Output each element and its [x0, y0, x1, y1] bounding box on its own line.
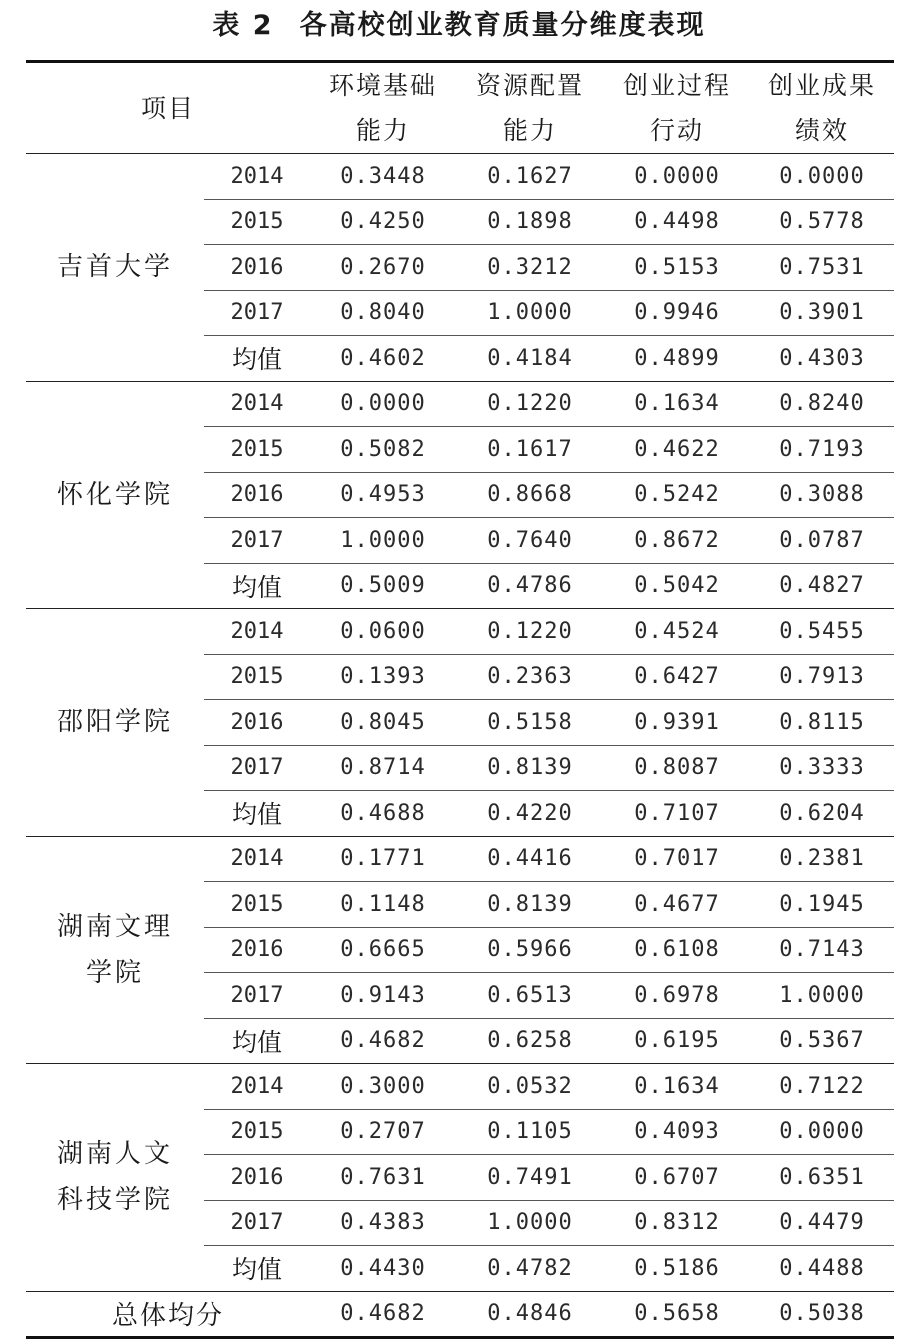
- value-cell: 1.0000: [456, 290, 604, 336]
- value-cell: 0.4479: [750, 1200, 894, 1246]
- value-cell: 0.2363: [456, 654, 604, 700]
- header-col-resource: [456, 62, 604, 154]
- value-cell: 0.4498: [604, 199, 750, 245]
- total-value: 0.4846: [456, 1291, 604, 1338]
- header-col-line: 创业成果: [768, 71, 877, 100]
- value-cell: 0.1220: [456, 381, 604, 427]
- value-cell: 0.3088: [750, 472, 894, 518]
- value-cell: 0.8045: [310, 700, 456, 746]
- year-cell: 2014: [204, 154, 310, 200]
- header-col-line: 资源配置: [476, 71, 585, 100]
- value-cell: 0.4682: [310, 1018, 456, 1064]
- value-cell: 0.7143: [750, 927, 894, 973]
- university-name-line: 湖南人文: [56, 1139, 173, 1170]
- value-cell: 0.0000: [310, 381, 456, 427]
- table-title: [0, 4, 918, 48]
- value-cell: 0.7631: [310, 1155, 456, 1201]
- value-cell: 0.6204: [750, 791, 894, 837]
- year-cell: 2016: [204, 1155, 310, 1201]
- value-cell: 0.6513: [456, 973, 604, 1019]
- value-cell: 0.4677: [604, 882, 750, 928]
- value-cell: 0.5042: [604, 563, 750, 609]
- value-cell: 0.8139: [456, 745, 604, 791]
- value-cell: 0.7122: [750, 1064, 894, 1110]
- header-row: [26, 62, 894, 154]
- value-cell: 0.1898: [456, 199, 604, 245]
- value-cell: 0.0532: [456, 1064, 604, 1110]
- table-number: 表 2: [212, 10, 274, 41]
- value-cell: 0.1617: [456, 427, 604, 473]
- value-cell: 0.1627: [456, 154, 604, 200]
- university-name: [26, 1064, 204, 1292]
- value-cell: 0.3333: [750, 745, 894, 791]
- mean-label: 均值: [204, 1246, 310, 1292]
- value-cell: 0.8139: [456, 882, 604, 928]
- year-cell: 2014: [204, 381, 310, 427]
- year-cell: 2017: [204, 973, 310, 1019]
- value-cell: 0.4184: [456, 336, 604, 382]
- value-cell: 0.3448: [310, 154, 456, 200]
- university-name: [26, 609, 204, 837]
- value-cell: 0.4622: [604, 427, 750, 473]
- value-cell: 0.6427: [604, 654, 750, 700]
- value-cell: 0.5455: [750, 609, 894, 655]
- total-value: 0.5658: [604, 1291, 750, 1338]
- year-cell: 2015: [204, 427, 310, 473]
- year-cell: 2014: [204, 836, 310, 882]
- value-cell: 0.8040: [310, 290, 456, 336]
- header-col-line: 创业过程: [623, 71, 732, 100]
- value-cell: 0.8668: [456, 472, 604, 518]
- year-cell: 2016: [204, 245, 310, 291]
- value-cell: 0.1771: [310, 836, 456, 882]
- header-col-line: 能力: [356, 116, 411, 145]
- value-cell: 0.1105: [456, 1109, 604, 1155]
- year-cell: 2017: [204, 290, 310, 336]
- quality-dimension-table: [26, 60, 894, 1339]
- value-cell: 0.1220: [456, 609, 604, 655]
- value-cell: 0.1945: [750, 882, 894, 928]
- value-cell: 0.2670: [310, 245, 456, 291]
- university-name-line: 湖南文理: [56, 911, 173, 942]
- value-cell: 0.4953: [310, 472, 456, 518]
- value-cell: 0.1634: [604, 381, 750, 427]
- year-cell: 2014: [204, 1064, 310, 1110]
- year-cell: 2016: [204, 927, 310, 973]
- university-name-line: 怀化学院: [56, 479, 173, 510]
- university-name: [26, 154, 204, 382]
- value-cell: 0.9391: [604, 700, 750, 746]
- value-cell: 0.8240: [750, 381, 894, 427]
- value-cell: 0.7107: [604, 791, 750, 837]
- table-row: [26, 381, 894, 427]
- header-col-line: 行动: [650, 116, 705, 145]
- value-cell: 0.5158: [456, 700, 604, 746]
- header-col-outcome: [750, 62, 894, 154]
- value-cell: 0.9143: [310, 973, 456, 1019]
- value-cell: 0.0000: [750, 154, 894, 200]
- value-cell: 0.4602: [310, 336, 456, 382]
- value-cell: 1.0000: [310, 518, 456, 564]
- total-value: 0.4682: [310, 1291, 456, 1338]
- value-cell: 0.7017: [604, 836, 750, 882]
- value-cell: 0.5966: [456, 927, 604, 973]
- table-row: [26, 609, 894, 655]
- mean-label: 均值: [204, 1018, 310, 1064]
- header-item: 项目: [141, 93, 196, 123]
- header-col-process: [604, 62, 750, 154]
- value-cell: 0.1393: [310, 654, 456, 700]
- value-cell: 0.4383: [310, 1200, 456, 1246]
- university-name-line: 吉首大学: [56, 252, 173, 283]
- value-cell: 0.0787: [750, 518, 894, 564]
- year-cell: 2016: [204, 472, 310, 518]
- header-col-line: 绩效: [795, 116, 850, 145]
- value-cell: 0.6108: [604, 927, 750, 973]
- value-cell: 0.4416: [456, 836, 604, 882]
- value-cell: 0.0000: [750, 1109, 894, 1155]
- university-name-line: 邵阳学院: [56, 707, 173, 738]
- total-label: 总体均分: [26, 1291, 310, 1338]
- table-body: [26, 154, 894, 1338]
- value-cell: 0.5153: [604, 245, 750, 291]
- header-col-line: 环境基础: [329, 71, 438, 100]
- value-cell: 0.5186: [604, 1246, 750, 1292]
- value-cell: 0.8312: [604, 1200, 750, 1246]
- value-cell: 0.8714: [310, 745, 456, 791]
- header-col-line: 能力: [503, 116, 558, 145]
- year-cell: 2016: [204, 700, 310, 746]
- value-cell: 1.0000: [456, 1200, 604, 1246]
- header-col-env: [310, 62, 456, 154]
- value-cell: 0.7491: [456, 1155, 604, 1201]
- value-cell: 0.0600: [310, 609, 456, 655]
- value-cell: 0.5242: [604, 472, 750, 518]
- total-value: 0.5038: [750, 1291, 894, 1338]
- value-cell: 0.4786: [456, 563, 604, 609]
- year-cell: 2015: [204, 1109, 310, 1155]
- university-name-line: 科技学院: [56, 1185, 173, 1216]
- value-cell: 0.8672: [604, 518, 750, 564]
- value-cell: 0.7193: [750, 427, 894, 473]
- value-cell: 0.9946: [604, 290, 750, 336]
- value-cell: 0.8087: [604, 745, 750, 791]
- value-cell: 0.4430: [310, 1246, 456, 1292]
- university-name-line: 学院: [85, 957, 144, 988]
- value-cell: 0.2381: [750, 836, 894, 882]
- value-cell: 0.4093: [604, 1109, 750, 1155]
- table-caption: 各高校创业教育质量分维度表现: [299, 10, 706, 41]
- mean-label: 均值: [204, 791, 310, 837]
- value-cell: 0.4488: [750, 1246, 894, 1292]
- value-cell: 0.0000: [604, 154, 750, 200]
- value-cell: 0.4688: [310, 791, 456, 837]
- value-cell: 0.6258: [456, 1018, 604, 1064]
- value-cell: 0.1148: [310, 882, 456, 928]
- year-cell: 2015: [204, 882, 310, 928]
- value-cell: 0.4250: [310, 199, 456, 245]
- year-cell: 2015: [204, 199, 310, 245]
- value-cell: 0.6195: [604, 1018, 750, 1064]
- mean-label: 均值: [204, 336, 310, 382]
- university-name: [26, 836, 204, 1064]
- value-cell: 0.4220: [456, 791, 604, 837]
- value-cell: 0.2707: [310, 1109, 456, 1155]
- year-cell: 2017: [204, 745, 310, 791]
- value-cell: 0.7640: [456, 518, 604, 564]
- value-cell: 0.1634: [604, 1064, 750, 1110]
- year-cell: 2014: [204, 609, 310, 655]
- year-cell: 2017: [204, 518, 310, 564]
- year-cell: 2017: [204, 1200, 310, 1246]
- value-cell: 0.5009: [310, 563, 456, 609]
- value-cell: 0.3901: [750, 290, 894, 336]
- value-cell: 0.7913: [750, 654, 894, 700]
- table-row: [26, 1064, 894, 1110]
- value-cell: 0.8115: [750, 700, 894, 746]
- value-cell: 0.4303: [750, 336, 894, 382]
- value-cell: 0.5082: [310, 427, 456, 473]
- value-cell: 0.6665: [310, 927, 456, 973]
- value-cell: 0.4899: [604, 336, 750, 382]
- value-cell: 0.5778: [750, 199, 894, 245]
- value-cell: 0.6978: [604, 973, 750, 1019]
- table-row: [26, 154, 894, 200]
- value-cell: 0.6351: [750, 1155, 894, 1201]
- table-row: [26, 836, 894, 882]
- year-cell: 2015: [204, 654, 310, 700]
- mean-label: 均值: [204, 563, 310, 609]
- value-cell: 0.4827: [750, 563, 894, 609]
- value-cell: 0.4524: [604, 609, 750, 655]
- value-cell: 0.3212: [456, 245, 604, 291]
- value-cell: 0.4782: [456, 1246, 604, 1292]
- value-cell: 0.7531: [750, 245, 894, 291]
- total-row: [26, 1291, 894, 1338]
- value-cell: 0.6707: [604, 1155, 750, 1201]
- value-cell: 0.5367: [750, 1018, 894, 1064]
- value-cell: 1.0000: [750, 973, 894, 1019]
- university-name: [26, 381, 204, 609]
- value-cell: 0.3000: [310, 1064, 456, 1110]
